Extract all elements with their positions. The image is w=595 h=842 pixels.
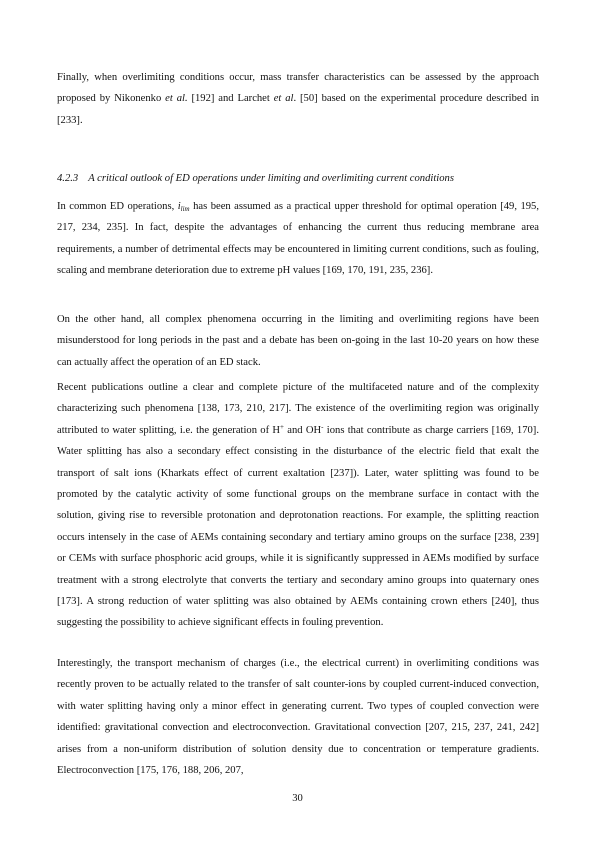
ilim-main: i xyxy=(177,201,181,212)
section-title: A critical outlook of ED operations under limiting and overlimiting current conditions xyxy=(88,173,454,184)
paragraph-text: . [50] based on the experimental procedure described in [233]. xyxy=(57,93,540,126)
paragraph-text: Finally, when overlimiting conditions occur, mass transfer characteristics can be assessed by the approach proposed by Nikonenko xyxy=(57,72,539,105)
section-number: 4.2.3 xyxy=(57,173,79,184)
et-al-italic: et al xyxy=(273,93,294,105)
paragraph-text: In common ED operations, xyxy=(57,201,178,212)
page-number: 30 xyxy=(292,793,303,804)
superscript-plus: + xyxy=(280,422,284,431)
paragraph-text: Interestingly, the transport mechanism of charges (i.e., the electrical current) in overlimiting conditions was recently proven to be actually related to the transfer of salt counter-ions by coupled current-induced convection, with water splitting having only a minor effect in generating current. Two types of coupled convection were identified: gravitational convection and electroconvection. Gravitational convection [207, 215, 237, 241, 242] arises from a non-uniform distribution of solution density due to concentration or temperature gradients. Electroconvection [175, 176, 188, 206, 207, xyxy=(57,658,539,777)
ilim-symbol xyxy=(178,201,190,212)
paragraph-text: and OH xyxy=(284,424,322,436)
section-heading xyxy=(57,168,539,189)
paragraph-text: On the other hand, all complex phenomena occurring in the limiting and overlimiting regions have been misunderstood for long periods in the past and a debate has been on-going in the last 10-20 years on how these can actually affect the operation of an ED stack. xyxy=(57,314,539,368)
paragraph-transport-mechanism xyxy=(57,653,539,781)
paragraph-mass-transfer xyxy=(57,67,539,131)
paragraph-common-operations xyxy=(57,196,539,282)
paragraph-misunderstood xyxy=(57,309,539,373)
paragraph-text: has been assumed as a practical upper threshold for optimal operation [49, 195, 217, 234, 235]. In fact, despite the advantages of enhancing the current thus reducing membrane area requirements, a number of detrimental effects may be encountered in limiting current conditions, such as fouling, scaling and membrane deterioration due to extreme pH values [169, 170, 191, 235, 236]. xyxy=(57,201,540,277)
et-al-italic: et al. xyxy=(165,93,188,105)
ilim-subscript: lim xyxy=(180,205,190,213)
paragraph-text: ions that contribute as charge carriers [169, 170]. Water splitting has also a secondary effect consisting in the disturbance of the electric field that exalt the transport of salt ions (Kharkats effect of current exaltation [237]). Later, water splitting was found to be promoted by the catalytic activity of some functional groups on the membrane surface in contact with the solution, giving rise to reversible protonation and deprotonation reactions. For example, the splitting reaction occurs intensely in the case of AEMs containing secondary and tertiary amino groups on the surface [238, 239] or CEMs with surface phosphoric acid groups, while it is significantly suppressed in AEMs modified by surface treatment with a strong electrolyte that converts the tertiary and secondary amino groups into quaternary ones [173]. A strong reduction of water splitting was also obtained by AEMs containing crown ethers [240], thus suggesting the possibility to achieve significant effects in fouling prevention. xyxy=(57,424,539,629)
paragraph-recent-publications xyxy=(57,377,539,634)
paragraph-text: Recent publications outline a clear and complete picture of the multifaceted nature and of the complexity characterizing such phenomena [138, 173, 210, 217]. The existence of the overlimiting region was originally attributed to water splitting, i.e. the generation of H xyxy=(57,382,539,436)
superscript-minus: - xyxy=(321,422,324,431)
paragraph-text: [192] and Larchet xyxy=(187,93,274,105)
